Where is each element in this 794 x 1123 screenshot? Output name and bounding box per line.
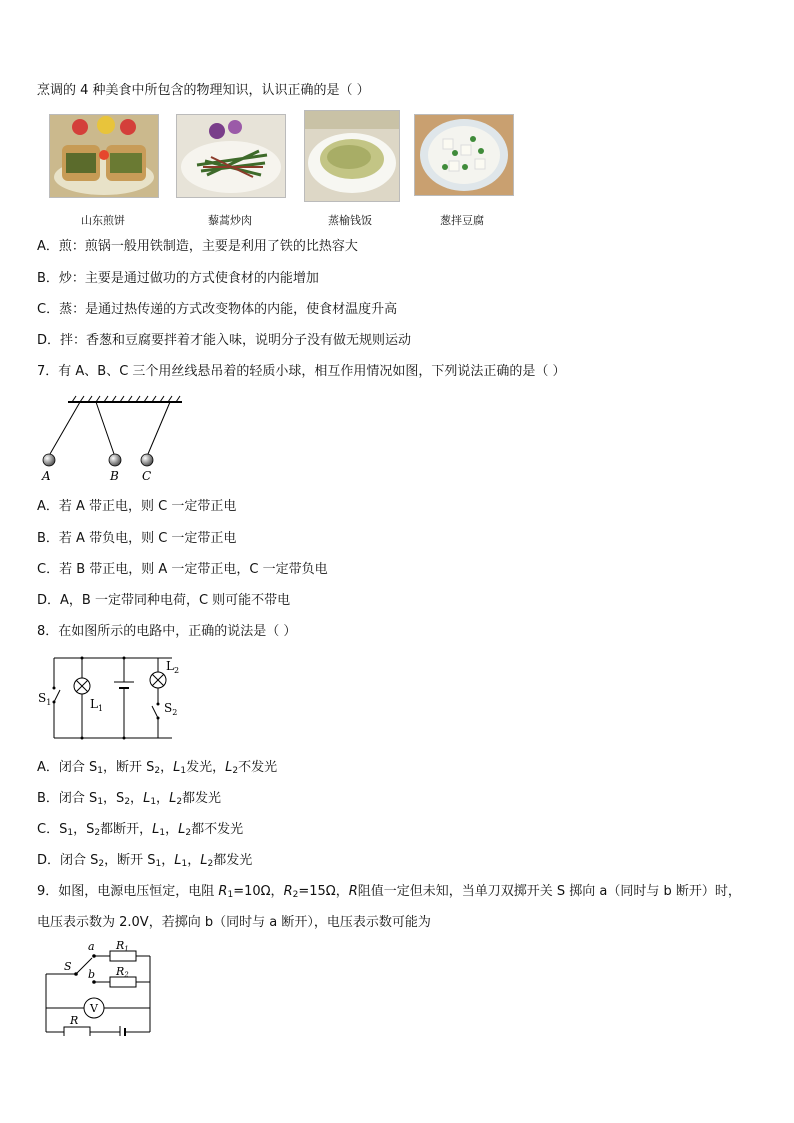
label-s: S (64, 960, 72, 973)
q7-figure-balls (36, 392, 186, 490)
q8-option-b: B．闭合 $S_1$，$S_2$，$L_1$，$L_2$都发光 (37, 791, 222, 807)
q6-image-jianbing (49, 114, 159, 198)
q7-option-d: D．A，B 一定带同种电荷，C 则可能不带电 (37, 593, 291, 608)
q7-option-c: C．若 B 带正电，则 A 一定带正电，C 一定带负电 (37, 562, 328, 577)
label-l1: $L_1$ (90, 697, 104, 713)
label-c: C (142, 469, 152, 483)
q7-stem: 7．有 A、B、C 三个用丝线悬吊着的轻质小球，相互作用情况如图，下列说法正确的是（ ） (37, 364, 566, 379)
q7-option-b: B．若 A 带负电，则 C 一定带正电 (37, 531, 237, 546)
label-b: B (110, 469, 119, 483)
label-b: b (88, 968, 96, 981)
q6-stem: 烹调的 4 种美食中所包含的物理知识，认识正确的是（ ） (37, 83, 370, 98)
label-s1: $S_1$ (38, 691, 52, 707)
label-s2: $S_2$ (164, 701, 178, 717)
q6-option-c: C．蒸：是通过热传递的方式改变物体的内能，使食材温度升高 (37, 302, 398, 317)
q9-stem-line1: 9．如图，电源电压恒定，电阻 $R_1=10\Omega$，$R_2=15\Omega$，R阻值一定但未知，当单刀双掷开关 S 掷向 a（同时与 b 断开）时， (37, 884, 741, 900)
q6-option-b: B．炒：主要是通过做功的方式使食材的内能增加 (37, 271, 319, 286)
q8-circuit (34, 652, 194, 748)
q8-option-c: C．$S_1$，$S_2$都断开，$L_1$，$L_2$都不发光 (37, 822, 244, 838)
label-a: a (88, 940, 95, 953)
ball-b (109, 454, 121, 466)
q6-caption-4: 葱拌豆腐 (440, 214, 484, 227)
q6-option-d: D．拌：香葱和豆腐要拌着才能入味，说明分子没有做无规则运动 (37, 333, 412, 348)
ball-a (43, 454, 55, 466)
ball-c (141, 454, 153, 466)
q8-stem: 8．在如图所示的电路中，正确的说法是（ ） (37, 624, 297, 639)
label-a: A (42, 469, 51, 483)
q6-image-doufu (414, 114, 514, 196)
q6-caption-3: 蒸榆钱饭 (328, 214, 372, 227)
q7-option-a: A．若 A 带正电，则 C 一定带正电 (37, 499, 237, 514)
q6-caption-2: 藜蒿炒肉 (208, 214, 252, 227)
q6-image-yuqian (304, 110, 400, 202)
label-r2: R2 (116, 965, 129, 979)
label-l2: $L_2$ (166, 659, 180, 675)
q6-option-a: A．煎：煎锅一般用铁制造，主要是利用了铁的比热容大 (37, 239, 358, 254)
q6-caption-1: 山东煎饼 (81, 214, 125, 227)
q9-stem-line2: 电压表示数为 2.0V，若掷向 b（同时与 a 断开），电压表示数可能为 (37, 915, 431, 930)
q8-option-a: A．闭合 $S_1$，断开 $S_2$，$L_1$发光，$L_2$不发光 (37, 760, 278, 776)
label-v: V (90, 1002, 98, 1015)
label-r1: R1 (116, 939, 129, 953)
q6-image-lihao (176, 114, 286, 198)
q8-option-d: D．闭合 $S_2$，断开 $S_1$，$L_1$，$L_2$都发光 (37, 853, 253, 869)
label-r: R (70, 1014, 79, 1027)
q9-circuit (40, 938, 160, 1036)
